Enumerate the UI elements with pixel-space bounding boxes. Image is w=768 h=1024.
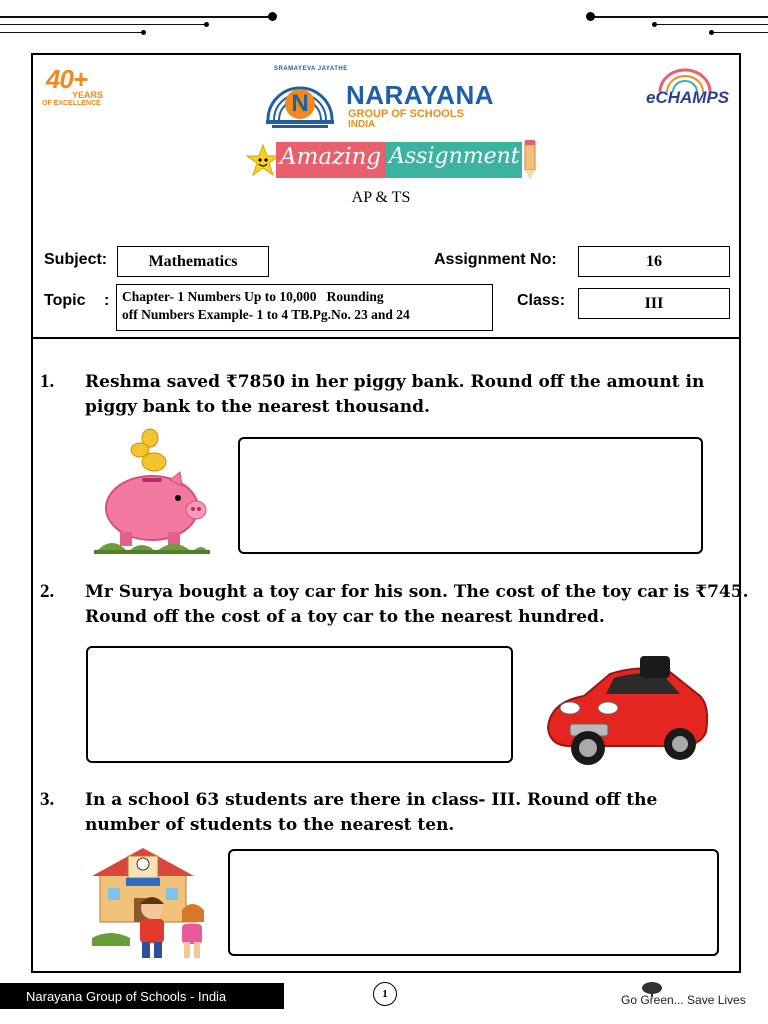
top-left-line-3 xyxy=(0,32,145,33)
top-left-dot-small xyxy=(204,22,209,27)
banner-word1: Amazing xyxy=(280,144,382,170)
top-right-dot-small xyxy=(652,22,657,27)
assignment-value: 16 xyxy=(578,246,730,277)
echamps-logo xyxy=(640,64,730,110)
region-label: AP & TS xyxy=(351,189,411,206)
question-3-text: In a school 63 students are there in class- III. Round off the number of students to the nearest ten. xyxy=(85,790,658,835)
topic-colon: : xyxy=(104,292,110,309)
pencil-mascot-icon xyxy=(520,138,540,182)
narayana-arc-text: SRAMAYEVA JAYATHE xyxy=(274,66,348,72)
footer-school-name: Narayana Group of Schools - India xyxy=(0,983,284,1009)
top-left-line-1 xyxy=(0,16,272,18)
question-3-number: 3. xyxy=(40,789,55,810)
years-logo xyxy=(42,66,112,112)
narayana-name: NARAYANA xyxy=(346,80,495,110)
answer-box-2[interactable] xyxy=(86,646,513,763)
subject-label: Subject: xyxy=(44,251,108,268)
narayana-letter: N xyxy=(291,90,309,117)
years-word: YEARS xyxy=(72,90,104,100)
footer-slogan: Go Green... Save Lives xyxy=(621,993,746,1007)
page-number: 1 xyxy=(373,982,397,1006)
top-left-dot xyxy=(268,12,277,21)
answer-box-3[interactable] xyxy=(228,849,719,956)
narayana-logo xyxy=(262,64,527,134)
banner-word2: Assignment xyxy=(389,144,520,169)
narayana-sub2: INDIA xyxy=(348,119,376,130)
school-children-icon xyxy=(90,842,214,962)
topic-line-1: Chapter- 1 Numbers Up to 10,000 Rounding xyxy=(122,289,384,304)
top-right-line-3 xyxy=(712,32,768,33)
class-value: III xyxy=(578,288,730,319)
top-right-dot-small-2 xyxy=(709,30,714,35)
star-mascot-icon xyxy=(246,144,280,180)
question-2-text: Mr Surya bought a toy car for his son. The cost of the toy car is ₹745. Round off the cost of a toy car to the nearest hundred. xyxy=(85,582,749,627)
assignment-label: Assignment No: xyxy=(434,251,557,268)
topic-label: Topic xyxy=(44,292,86,309)
top-right-line-2 xyxy=(655,24,768,25)
piggy-bank-icon xyxy=(92,428,212,556)
top-left-line-2 xyxy=(0,24,206,25)
top-right-line-1 xyxy=(592,16,768,18)
toy-car-icon xyxy=(540,650,712,772)
top-left-dot-small-2 xyxy=(141,30,146,35)
question-1-text: Reshma saved ₹7850 in her piggy bank. Round off the amount in piggy bank to the nearest thousand. xyxy=(85,372,705,417)
topic-line-2: off Numbers Example- 1 to 4 TB.Pg.No. 23 and 24 xyxy=(122,307,410,322)
years-subtitle: OF EXCELLENCE xyxy=(42,100,101,107)
topic-box xyxy=(116,284,493,331)
years-number: 40+ xyxy=(46,64,88,94)
top-right-dot xyxy=(586,12,595,21)
question-2-number: 2. xyxy=(40,581,55,602)
narayana-sub1: GROUP OF SCHOOLS xyxy=(348,108,464,120)
echamps-text: eCHAMPS xyxy=(646,88,730,107)
banner xyxy=(246,138,542,184)
header-separator xyxy=(31,337,741,339)
class-label: Class: xyxy=(517,292,566,309)
answer-box-1[interactable] xyxy=(238,437,703,554)
subject-value: Mathematics xyxy=(117,246,269,277)
question-1-number: 1. xyxy=(40,371,55,392)
